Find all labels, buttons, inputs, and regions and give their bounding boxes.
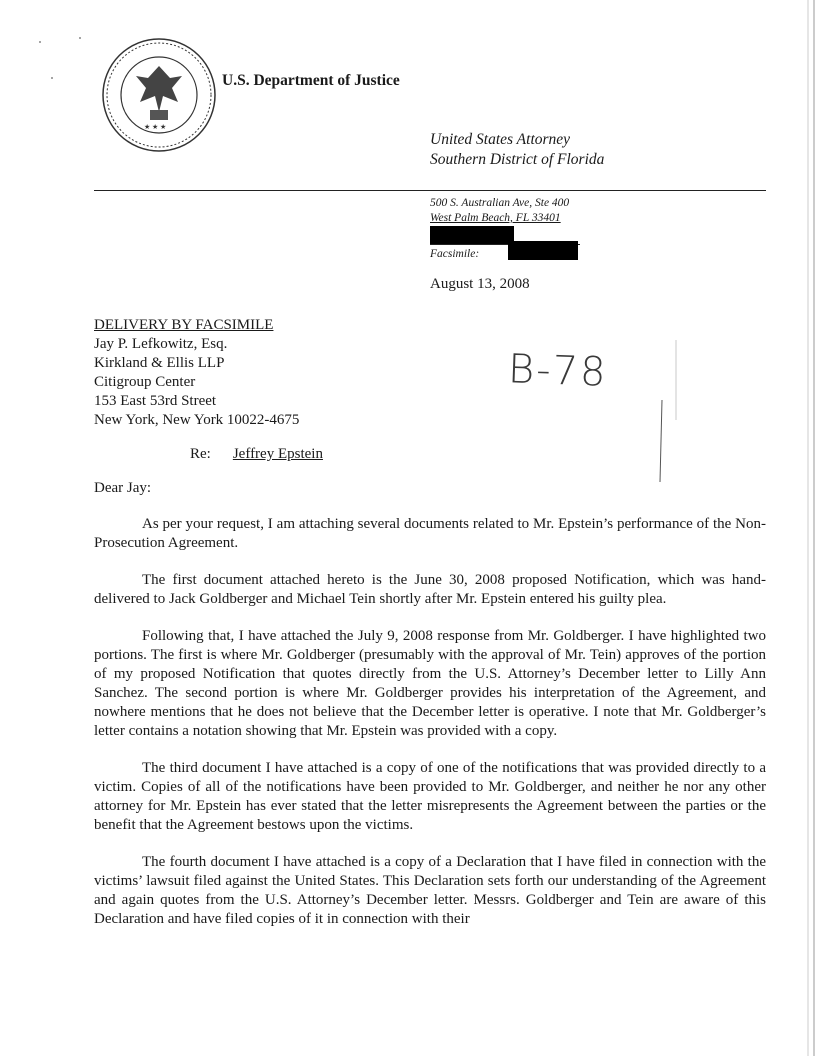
body-paragraph: Following that, I have attached the July 9, 2008 response from Mr. Goldberger. I have highlighted two portions. The first is where Mr. Goldberger (presumably with the approval of Mr. Tein) approves of the portion of my proposed Notification that quotes directly from the U.S. Attorney’s December letter to Lilly Ann Sanchez. The second portion is where Mr. Goldberger provides his interpretation of the Agreement, and nowhere mentions that he does not believe that the December letter is operative. I note that Mr. Goldberger’s letter contains a notation showing that Mr. Epstein was provided with a copy. <box>94 628 766 739</box>
body-paragraph: The third document I have attached is a copy of one of the notifications that was provided directly to a victim. Copies of all of the notifications have been provided to Mr. Goldberger, and neither he nor any other attorney for Mr. Epstein has ever stated that the letter misrepresents the Agreement between the parties or the benefit that the Agreement bestows upon the victims. <box>94 760 766 833</box>
recipient-line: Citigroup Center <box>94 374 196 390</box>
re-label: Re: <box>190 446 211 462</box>
salutation: Dear Jay: <box>94 480 152 496</box>
agency-name: U.S. Department of Justice <box>222 72 400 89</box>
re-subject: Jeffrey Epstein <box>232 446 323 462</box>
letter-date: August 13, 2008 <box>430 276 530 292</box>
handwritten-exhibit-mark: B-78 <box>507 346 609 396</box>
office-title: United States Attorney <box>430 131 571 148</box>
body-paragraph: The fourth document I have attached is a copy of a Declaration that I have filed in connection with the victims’ lawsuit filed against the United States. This Declaration sets forth our understanding of the Agreement and again quotes from the U.S. Attorney’s December letter. Messrs. Goldberger and Tein are aware of this Declaration and have filed copies of it in connection with their <box>94 854 766 927</box>
office-district: Southern District of Florida <box>430 151 605 168</box>
address-street: 500 S. Australian Ave, Ste 400 <box>430 197 570 209</box>
address-city: West Palm Beach, FL 33401 <box>430 212 561 224</box>
recipient-line: Jay P. Lefkowitz, Esq. <box>94 336 228 352</box>
svg-text:★ ★ ★: ★ ★ ★ <box>144 123 167 131</box>
recipient-line: New York, New York 10022-4675 <box>94 412 300 428</box>
recipient-line: Kirkland & Ellis LLP <box>94 355 225 371</box>
body-paragraph: As per your request, I am attaching several documents related to Mr. Epstein’s performance of the Non-Prosecution Agreement. <box>94 516 766 551</box>
delivery-method: DELIVERY BY FACSIMILE <box>94 317 274 333</box>
body-paragraph: The first document attached hereto is the June 30, 2008 proposed Notification, which was hand-delivered to Jack Goldberger and Michael Tein shortly after Mr. Epstein entered his guilty plea. <box>94 572 766 607</box>
facsimile-label: Facsimile: <box>430 248 480 260</box>
recipient-line: 153 East 53rd Street <box>94 393 217 409</box>
